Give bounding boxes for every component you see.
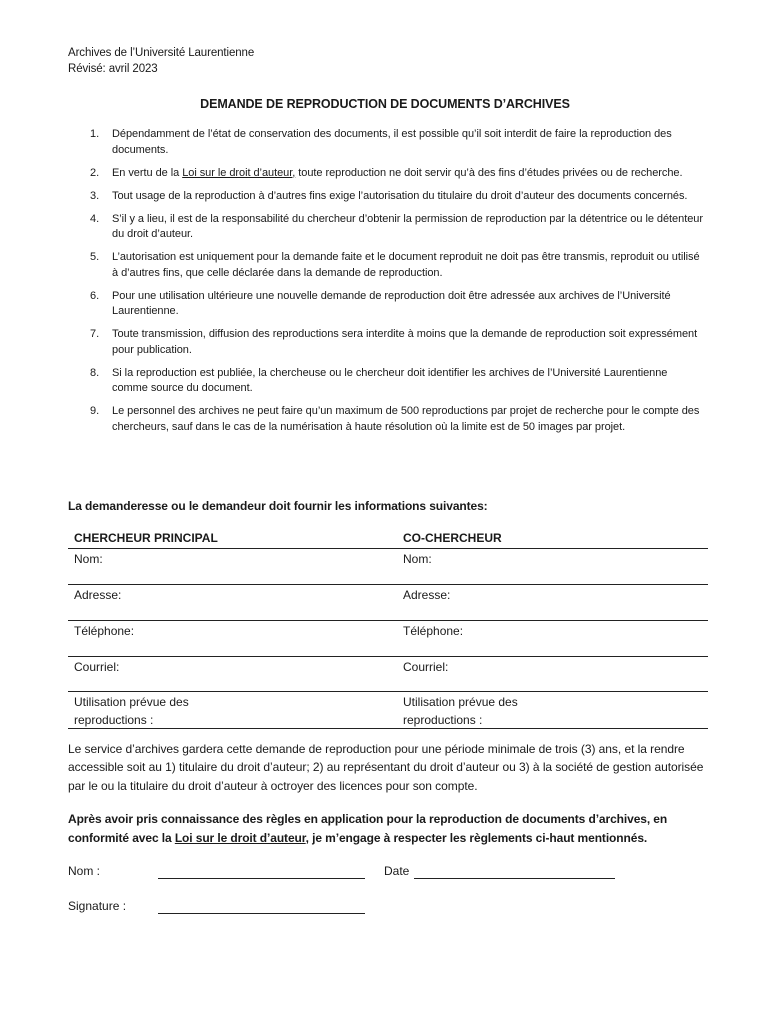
item-number: 8. (90, 366, 100, 379)
name-label: Nom : (68, 864, 101, 878)
item-text: S’il y a lieu, il est de la responsabilité du chercheur d’obtenir la permission de reproduction par la détentrice ou le détenteur du droit d’auteur. (112, 212, 703, 240)
item-text: Dépendamment de l’état de conservation des documents, il est possible qu’il soit interdit de faire la reproduction des documents. (112, 128, 672, 156)
list-item (90, 127, 705, 158)
item-number: 3. (90, 189, 100, 202)
co-phone-field[interactable]: Téléphone: (403, 624, 464, 638)
usage-label-line2: reproductions : (403, 713, 483, 727)
item-text-pre: En vertu de la (112, 166, 183, 179)
list-item (90, 327, 705, 358)
item-number: 7. (90, 328, 100, 340)
list-item (90, 166, 705, 182)
item-text: Tout usage de la reproduction à d’autres fins exige l’autorisation du titulaire du droit d’auteur des documents concernés. (112, 189, 688, 202)
co-researcher-header: CO-CHERCHEUR (403, 531, 502, 545)
usage-label-line1: Utilisation prévue des (403, 695, 518, 709)
list-item (90, 250, 705, 281)
table-row (68, 584, 708, 621)
agreement-paragraph (68, 810, 708, 847)
item-text-post: toute reproduction ne doit servir qu’à des fins d’études privées ou de recherche. (295, 166, 683, 179)
form-intro: La demanderesse ou le demandeur doit fournir les informations suivantes: (68, 499, 488, 513)
item-number: 2. (90, 166, 100, 179)
signature-line[interactable] (158, 901, 365, 914)
item-number: 4. (90, 212, 100, 225)
item-text: Toute transmission, diffusion des reproductions sera interdite à moins que la demande de reproduction soit expressément pour publication. (112, 328, 698, 356)
item-text: L’autorisation est uniquement pour la demande faite et le document reproduit ne doit pas être transmis, reproduit ou utilisé à d’autres fins, que celle déclarée dans la demande de reproduction. (112, 251, 700, 279)
principal-email-field[interactable]: Courriel: (74, 660, 120, 674)
usage-label-line1: Utilisation prévue des (74, 695, 189, 709)
item-number: 5. (90, 251, 100, 263)
rules-list (90, 127, 705, 443)
principal-phone-field[interactable]: Téléphone: (74, 624, 135, 638)
list-item (90, 212, 705, 243)
date-signature-line[interactable] (414, 866, 615, 879)
document-title: DEMANDE DE REPRODUCTION DE DOCUMENTS D’ARCHIVES (200, 97, 570, 111)
signature-label: Signature : (68, 899, 127, 913)
principal-address-field[interactable]: Adresse: (74, 588, 122, 602)
list-item (90, 366, 705, 397)
revision-date: Révisé: avril 2023 (68, 63, 158, 75)
co-name-field[interactable]: Nom: (403, 552, 432, 566)
item-text: Le personnel des archives ne peut faire qu’un maximum de 500 reproductions par projet de recherche pour le compte des chercheurs, sauf dans le cas de la numérisation à haute résolution où la limite est de 50 images par projet. (112, 405, 700, 433)
item-number: 6. (90, 289, 100, 302)
table-row (68, 691, 708, 729)
name-signature-line[interactable] (158, 866, 365, 879)
table-row (68, 656, 708, 692)
table-row (68, 620, 708, 657)
principal-researcher-header: CHERCHEUR PRINCIPAL (74, 531, 218, 545)
co-usage-field[interactable] (403, 693, 603, 729)
retention-paragraph: Le service d’archives gardera cette demande de reproduction pour une période minimale de trois (3) ans, et la rendre accessible soit au 1) titulaire du droit d’auteur; 2) au représentant du droit d’auteur ou 3) à la société de gestion autorisée par le ou la titulaire du droit d’auteur à octroyer des licences pour son compte. (68, 742, 704, 793)
principal-name-field[interactable]: Nom: (74, 552, 103, 566)
institution-name: Archives de l’Université Laurentienne (68, 47, 255, 59)
table-row (68, 548, 708, 585)
list-item (90, 404, 705, 435)
co-email-field[interactable]: Courriel: (403, 660, 449, 674)
agreement-text-pre: Après avoir pris connaissance des règles en application pour la reproduction de documents d’archives, en conformité avec la (68, 812, 668, 845)
item-text: Pour une utilisation ultérieure une nouvelle demande de reproduction doit être adressée aux archives de l’Université Laurentienne. (112, 289, 671, 317)
co-address-field[interactable]: Adresse: (403, 588, 451, 602)
item-text: Si la reproduction est publiée, la chercheuse ou le chercheur doit identifier les archives de l’Université Laurentienne comme source du document. (112, 366, 668, 394)
list-item (90, 289, 705, 320)
date-label: Date (384, 864, 410, 878)
agreement-text-post: , je m’engage à respecter les règlements ci-haut mentionnés. (305, 830, 648, 845)
item-number: 9. (90, 405, 100, 417)
copyright-act-link[interactable]: Loi sur le droit d’auteur, (182, 166, 296, 179)
list-item (90, 189, 705, 205)
principal-usage-field[interactable] (74, 693, 274, 729)
item-number: 1. (90, 128, 100, 140)
usage-label-line2: reproductions : (74, 713, 154, 727)
copyright-act-link[interactable]: Loi sur le droit d’auteur (174, 830, 306, 845)
